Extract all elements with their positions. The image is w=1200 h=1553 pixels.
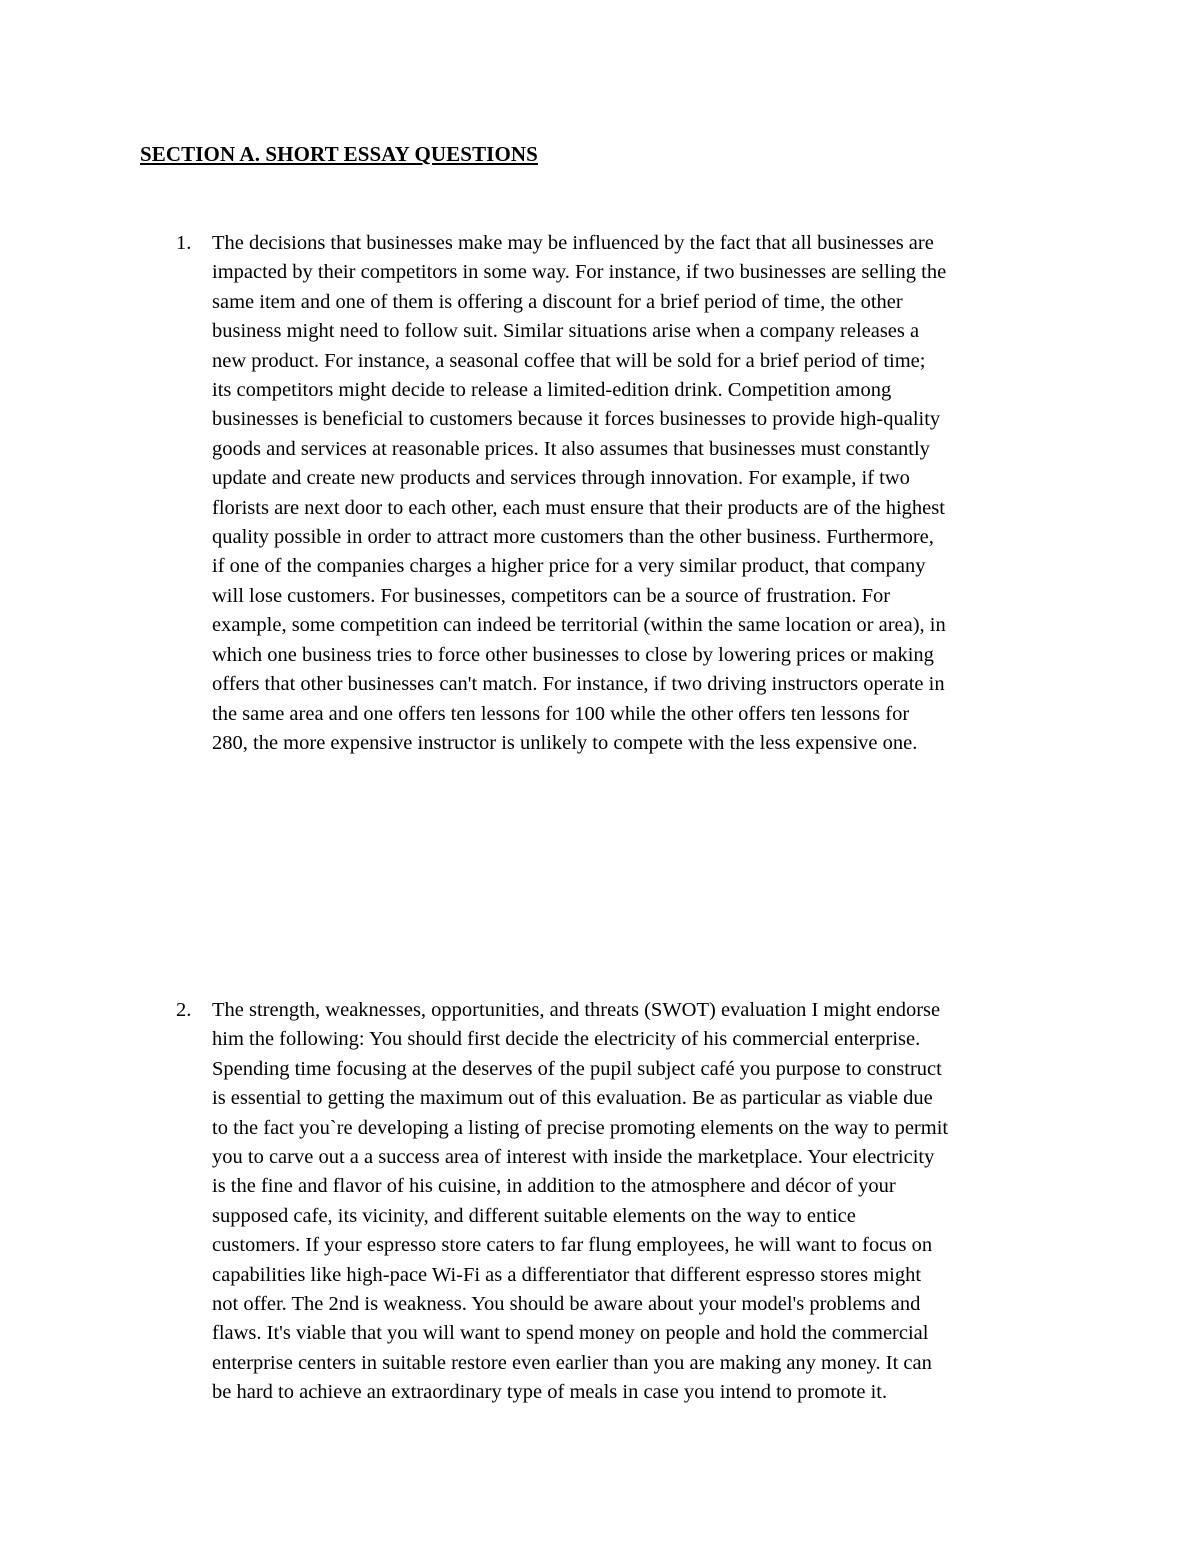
text-line: capabilities like high-pace Wi-Fi as a differentiator that different espresso stores might bbox=[212, 1263, 922, 1286]
text-line: flaws. It's viable that you will want to spend money on people and hold the commercial bbox=[212, 1322, 929, 1345]
text-line: quality possible in order to attract more customers than the other business. Furthermore, bbox=[212, 526, 934, 549]
text-line: supposed cafe, its vicinity, and different suitable elements on the way to entice bbox=[212, 1204, 856, 1227]
question-body bbox=[212, 996, 1072, 1408]
text-line: Spending time focusing at the deserves of the pupil subject café you purpose to construct bbox=[212, 1057, 942, 1080]
text-line: be hard to achieve an extraordinary type of meals in case you intend to promote it. bbox=[212, 1381, 888, 1404]
text-line: offers that other businesses can't match. For instance, if two driving instructors operate in bbox=[212, 673, 945, 696]
text-line: The decisions that businesses make may be influenced by the fact that all businesses are bbox=[212, 232, 934, 254]
question-number: 2. bbox=[176, 999, 192, 1021]
text-line: him the following: You should first decide the electricity of his commercial enterprise. bbox=[212, 1028, 921, 1051]
text-line: The strength, weaknesses, opportunities, and threats (SWOT) evaluation I might endorse bbox=[212, 999, 941, 1021]
question-body bbox=[212, 229, 1072, 758]
text-line: florists are next door to each other, each must ensure that their products are of the highest bbox=[212, 496, 945, 519]
text-line: if one of the companies charges a higher price for a very similar product, that company bbox=[212, 555, 926, 578]
text-line: same item and one of them is offering a discount for a brief period of time, the other bbox=[212, 290, 903, 313]
text-line: impacted by their competitors in some way. For instance, if two businesses are selling the bbox=[212, 261, 947, 284]
text-line: is the fine and flavor of his cuisine, in addition to the atmosphere and décor of your bbox=[212, 1175, 896, 1198]
text-line: the same area and one offers ten lessons for 100 while the other offers ten lessons for bbox=[212, 702, 910, 725]
text-line: which one business tries to force other businesses to close by lowering prices or making bbox=[212, 643, 934, 666]
text-line: not offer. The 2nd is weakness. You should be aware about your model's problems and bbox=[212, 1293, 921, 1316]
section-title: SECTION A. SHORT ESSAY QUESTIONS bbox=[140, 142, 538, 166]
text-line: 280, the more expensive instructor is unlikely to compete with the less expensive one. bbox=[212, 731, 918, 754]
text-line: example, some competition can indeed be territorial (within the same location or area), in bbox=[212, 614, 946, 637]
text-line: will lose customers. For businesses, competitors can be a source of frustration. For bbox=[212, 584, 891, 607]
question-number: 1. bbox=[176, 232, 192, 254]
text-line: you to carve out a a success area of interest with inside the marketplace. Your electricity bbox=[212, 1146, 935, 1169]
text-line: new product. For instance, a seasonal coffee that will be sold for a brief period of time; bbox=[212, 349, 926, 372]
text-line: enterprise centers in suitable restore even earlier than you are making any money. It can bbox=[212, 1351, 932, 1374]
text-line: its competitors might decide to release a limited-edition drink. Competition among bbox=[212, 379, 892, 402]
text-line: update and create new products and services through innovation. For example, if two bbox=[212, 467, 910, 490]
text-line: businesses is beneficial to customers because it forces businesses to provide high-quality bbox=[212, 408, 941, 431]
text-line: is essential to getting the maximum out of this evaluation. Be as particular as viable due bbox=[212, 1087, 933, 1110]
text-line: goods and services at reasonable prices. It also assumes that businesses must constantly bbox=[212, 437, 930, 460]
text-line: business might need to follow suit. Similar situations arise when a company releases a bbox=[212, 320, 920, 343]
text-line: customers. If your espresso store caters to far flung employees, he will want to focus on bbox=[212, 1234, 933, 1257]
text-line: to the fact you`re developing a listing of precise promoting elements on the way to permit bbox=[212, 1116, 949, 1139]
